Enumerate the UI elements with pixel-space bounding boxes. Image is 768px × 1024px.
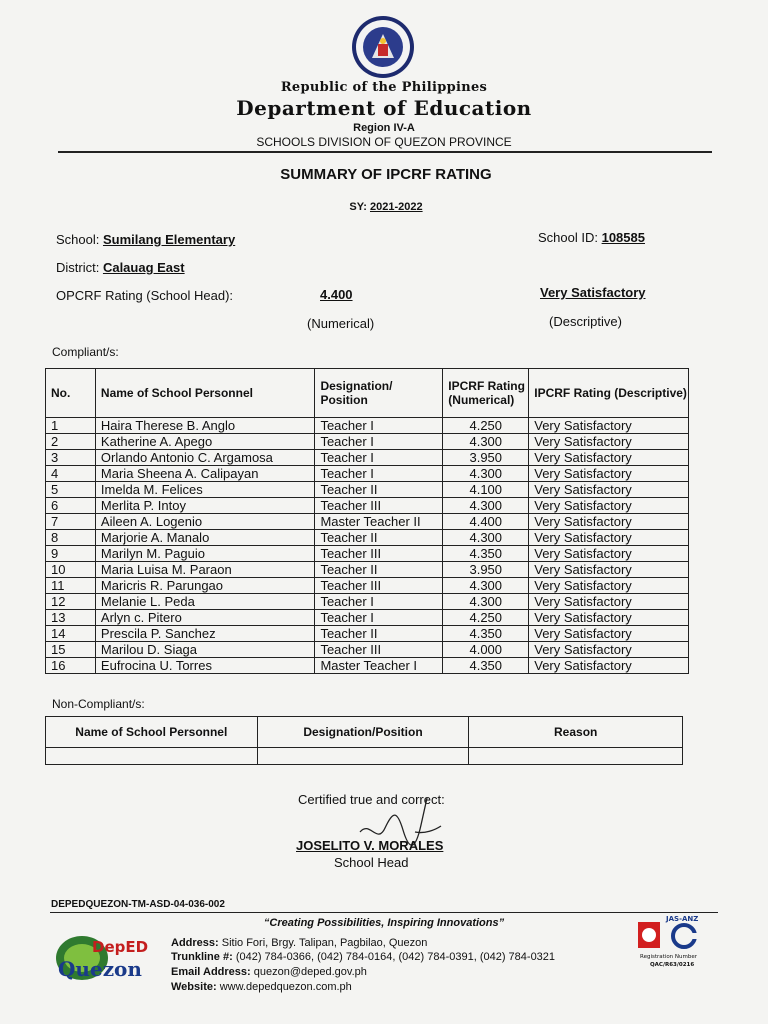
row-no: 7: [46, 514, 96, 530]
badge-num-text: QAC/R63/0216: [650, 962, 695, 968]
row-name: Marilou D. Siaga: [95, 642, 315, 658]
row-no: 16: [46, 658, 96, 674]
row-no: 13: [46, 610, 96, 626]
row-descriptive: Very Satisfactory: [529, 530, 689, 546]
compliant-header-row: [46, 369, 689, 418]
district-field: [56, 260, 185, 275]
row-name: Arlyn c. Pitero: [95, 610, 315, 626]
row-position: Teacher I: [315, 418, 443, 434]
footer-website: Website: www.depedquezon.com.ph: [171, 981, 352, 993]
signer-name: JOSELITO V. MORALES: [296, 838, 444, 853]
row-descriptive: Very Satisfactory: [529, 626, 689, 642]
table-row: [46, 626, 689, 642]
footer-email: Email Address: quezon@deped.gov.ph: [171, 966, 367, 978]
row-no: 2: [46, 434, 96, 450]
row-name: Prescila P. Sanchez: [95, 626, 315, 642]
region-heading: Region IV-A: [353, 122, 415, 134]
school-id-value: 108585: [601, 230, 645, 245]
row-descriptive: Very Satisfactory: [529, 546, 689, 562]
col-name: Name of School Personnel: [95, 369, 315, 418]
row-descriptive: Very Satisfactory: [529, 450, 689, 466]
row-no: 10: [46, 562, 96, 578]
nc-cell: [469, 748, 683, 765]
row-rating: 4.300: [443, 530, 529, 546]
table-row: [46, 466, 689, 482]
table-row: [46, 418, 689, 434]
republic-heading: Republic of the Philippines: [280, 80, 488, 95]
row-no: 1: [46, 418, 96, 434]
row-rating: 4.350: [443, 658, 529, 674]
table-row: [46, 514, 689, 530]
row-descriptive: Very Satisfactory: [529, 482, 689, 498]
row-descriptive: Very Satisfactory: [529, 466, 689, 482]
header-divider: [58, 151, 712, 153]
nc-cell: [257, 748, 469, 765]
division-heading: SCHOOLS DIVISION OF QUEZON PROVINCE: [256, 135, 512, 149]
nc-col-name: Name of School Personnel: [46, 717, 258, 748]
noncompliant-table: [45, 716, 683, 765]
row-descriptive: Very Satisfactory: [529, 610, 689, 626]
signer-position: School Head: [334, 855, 409, 870]
numerical-caption: (Numerical): [307, 316, 375, 331]
compliant-table-body: [46, 418, 689, 674]
opcrf-descriptive: Very Satisfactory: [540, 285, 646, 300]
row-rating: 4.300: [443, 498, 529, 514]
document-title: SUMMARY OF IPCRF RATING: [280, 166, 492, 183]
table-row: [46, 546, 689, 562]
row-rating: 4.300: [443, 434, 529, 450]
row-descriptive: Very Satisfactory: [529, 594, 689, 610]
col-rating-numerical: IPCRF Rating (Numerical): [443, 369, 529, 418]
logo-top-text: DepED: [92, 938, 149, 956]
row-no: 6: [46, 498, 96, 514]
row-position: Teacher III: [315, 546, 443, 562]
row-position: Teacher II: [315, 530, 443, 546]
row-position: Teacher I: [315, 434, 443, 450]
descriptive-caption: (Descriptive): [549, 314, 622, 329]
logo-bottom-text: Quezon: [58, 957, 142, 981]
row-name: Aileen A. Logenio: [95, 514, 315, 530]
row-name: Haira Therese B. Anglo: [95, 418, 315, 434]
school-year: SY: 2021-2022: [349, 201, 423, 213]
certification-badge-icon: [636, 912, 708, 972]
nc-col-designation: Designation/Position: [257, 717, 469, 748]
col-designation: Designation/ Position: [315, 369, 443, 418]
slogan: “Creating Possibilities, Inspiring Innovations”: [263, 917, 505, 929]
compliant-label: Compliant/s:: [52, 345, 119, 359]
row-position: Teacher I: [315, 594, 443, 610]
table-row: [46, 530, 689, 546]
row-position: Teacher III: [315, 642, 443, 658]
school-label: School:: [56, 232, 103, 247]
row-descriptive: Very Satisfactory: [529, 642, 689, 658]
department-heading: Department of Education: [236, 96, 532, 120]
row-position: Teacher III: [315, 578, 443, 594]
row-name: Marilyn M. Paguio: [95, 546, 315, 562]
row-position: Teacher I: [315, 450, 443, 466]
row-position: Teacher II: [315, 562, 443, 578]
row-name: Merlita P. Intoy: [95, 498, 315, 514]
row-name: Melanie L. Peda: [95, 594, 315, 610]
row-name: Imelda M. Felices: [95, 482, 315, 498]
row-no: 15: [46, 642, 96, 658]
footer-divider: [50, 912, 718, 913]
row-descriptive: Very Satisfactory: [529, 498, 689, 514]
table-row: [46, 578, 689, 594]
table-row: [46, 482, 689, 498]
row-no: 5: [46, 482, 96, 498]
col-rating-descriptive: IPCRF Rating (Descriptive): [529, 369, 689, 418]
noncompliant-header-row: [46, 717, 683, 748]
row-no: 12: [46, 594, 96, 610]
row-rating: 4.300: [443, 578, 529, 594]
table-row: [46, 642, 689, 658]
table-row: [46, 610, 689, 626]
row-no: 3: [46, 450, 96, 466]
row-rating: 4.300: [443, 466, 529, 482]
nc-col-reason: Reason: [469, 717, 683, 748]
row-position: Teacher II: [315, 626, 443, 642]
row-no: 9: [46, 546, 96, 562]
table-row: [46, 498, 689, 514]
table-row: [46, 748, 683, 765]
row-name: Katherine A. Apego: [95, 434, 315, 450]
row-name: Maricris R. Parungao: [95, 578, 315, 594]
district-label: District:: [56, 260, 103, 275]
district-value: Calauag East: [102, 260, 185, 275]
deped-quezon-logo-icon: [52, 928, 156, 984]
row-position: Teacher I: [315, 466, 443, 482]
school-value: Sumilang Elementary: [102, 232, 236, 247]
school-field: [56, 232, 235, 247]
table-row: [46, 594, 689, 610]
row-rating: 4.100: [443, 482, 529, 498]
row-descriptive: Very Satisfactory: [529, 658, 689, 674]
row-position: Master Teacher II: [315, 514, 443, 530]
row-descriptive: Very Satisfactory: [529, 418, 689, 434]
row-no: 4: [46, 466, 96, 482]
row-rating: 3.950: [443, 450, 529, 466]
row-rating: 4.300: [443, 594, 529, 610]
deped-seal-icon: [350, 14, 416, 80]
certification-statement: Certified true and correct:: [298, 792, 445, 807]
row-position: Master Teacher I: [315, 658, 443, 674]
row-descriptive: Very Satisfactory: [529, 578, 689, 594]
row-rating: 4.250: [443, 610, 529, 626]
row-descriptive: Very Satisfactory: [529, 514, 689, 530]
document-number: DEPEDQUEZON-TM-ASD-04-036-002: [51, 899, 225, 910]
row-name: Orlando Antonio C. Argamosa: [95, 450, 315, 466]
row-name: Maria Luisa M. Paraon: [95, 562, 315, 578]
noncompliant-label: Non-Compliant/s:: [52, 697, 145, 711]
row-no: 11: [46, 578, 96, 594]
row-descriptive: Very Satisfactory: [529, 562, 689, 578]
school-id-label: School ID:: [538, 230, 602, 245]
row-rating: 4.350: [443, 626, 529, 642]
opcrf-label: OPCRF Rating (School Head):: [56, 288, 234, 303]
row-name: Maria Sheena A. Calipayan: [95, 466, 315, 482]
row-rating: 4.400: [443, 514, 529, 530]
opcrf-numerical: 4.400: [320, 287, 353, 302]
row-descriptive: Very Satisfactory: [529, 434, 689, 450]
table-row: [46, 434, 689, 450]
row-rating: 4.350: [443, 546, 529, 562]
row-rating: 3.950: [443, 562, 529, 578]
row-rating: 4.000: [443, 642, 529, 658]
row-rating: 4.250: [443, 418, 529, 434]
row-position: Teacher III: [315, 498, 443, 514]
badge-top-text: JAS-ANZ: [666, 915, 699, 923]
table-row: [46, 450, 689, 466]
table-row: [46, 562, 689, 578]
badge-reg-text: Registration Number: [640, 954, 698, 960]
school-id-field: [538, 230, 645, 245]
row-position: Teacher I: [315, 610, 443, 626]
nc-cell: [46, 748, 258, 765]
row-name: Marjorie A. Manalo: [95, 530, 315, 546]
compliant-table: [45, 368, 689, 674]
col-no: No.: [46, 369, 96, 418]
row-position: Teacher II: [315, 482, 443, 498]
table-row: [46, 658, 689, 674]
footer-trunkline: Trunkline #: (042) 784-0366, (042) 784-0164, (042) 784-0391, (042) 784-0321: [171, 951, 556, 963]
row-no: 14: [46, 626, 96, 642]
row-name: Eufrocina U. Torres: [95, 658, 315, 674]
row-no: 8: [46, 530, 96, 546]
footer-address: Address: Sitio Fori, Brgy. Talipan, Pagbilao, Quezon: [171, 937, 428, 949]
